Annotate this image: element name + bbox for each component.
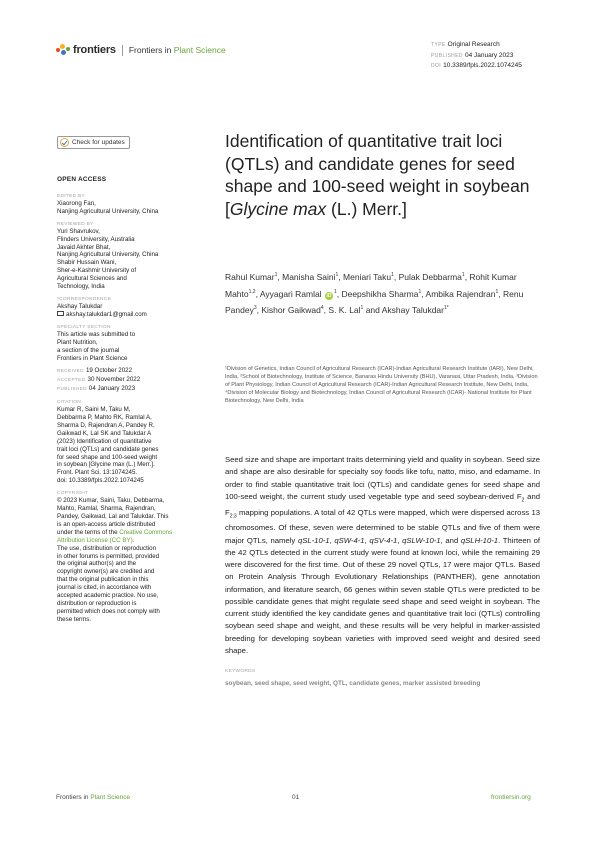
correspondence-email[interactable]: akshay.talukdar1@gmail.com <box>66 310 147 318</box>
author-affil: 1 <box>335 272 339 278</box>
copyright-line: Mahto, Ramlal, Sharma, Rajendran, <box>57 505 156 513</box>
accepted-label: ACCEPTED <box>57 378 86 384</box>
reviewed-by-line: Javaid Akhter Bhat, <box>57 243 111 251</box>
copyright-line: Pandey, Gaikwad, Lal and Talukdar. This <box>57 513 169 520</box>
logo-divider <box>122 45 123 56</box>
specialty-block <box>57 324 183 363</box>
reviewed-by-line: Shabir Hussain Wani, <box>57 259 117 267</box>
abstract-subscript: 2:3 <box>229 513 237 520</box>
published-value: 04 January 2023 <box>88 385 136 393</box>
author-name[interactable]: Rahul Kumar <box>225 271 275 282</box>
author-affil: 3 <box>253 305 257 312</box>
copyright-line: that the original publication in this <box>57 576 149 584</box>
copyright-line: these terms. <box>57 615 92 623</box>
keywords: soybean, seed shape, seed weight, QTL, candidate genes, marker assisted breeding <box>225 680 481 687</box>
article-meta <box>431 40 522 72</box>
frontiers-logo-icon <box>56 44 70 56</box>
orcid-icon[interactable]: iD <box>326 293 332 300</box>
journal-section: Plant Science <box>173 45 226 55</box>
journal-name <box>129 45 226 55</box>
accepted-value: 30 November 2022 <box>87 376 141 384</box>
author-affil: 4 <box>320 305 324 312</box>
meta-type-row <box>431 40 522 51</box>
citation-line: Kumar R, Saini M, Taku M, <box>57 406 131 414</box>
author-name[interactable]: Akshay Talukdar <box>381 305 444 316</box>
copyright-line: the original author(s) and the <box>57 560 137 568</box>
check-for-updates-button[interactable] <box>57 136 130 149</box>
citation-line: in soybean [Glycine max (L.) Merr.]. <box>57 461 155 469</box>
specialty-line: This article was submitted to <box>57 330 136 338</box>
specialty-line: Plant Nutrition, <box>57 338 98 346</box>
author-name[interactable]: Kishor Gaikwad <box>261 305 321 316</box>
author-affil: 1 <box>333 288 337 295</box>
author-name[interactable]: Manisha Saini <box>282 271 336 282</box>
copyright-block <box>57 490 183 624</box>
correspondence-label: *CORRESPONDENCE <box>57 296 112 302</box>
copyright-line: is an open-access article distributed <box>57 520 156 528</box>
author-name[interactable]: Ayyagari Ramlal <box>259 288 322 299</box>
author-affil: 1 <box>391 272 394 278</box>
meta-published-row <box>431 51 522 62</box>
citation-block <box>57 399 183 485</box>
edited-by-block <box>57 193 183 216</box>
meta-type-label: TYPE <box>431 42 446 48</box>
author-name[interactable]: Pulak Debbarma <box>398 271 462 282</box>
citation-line: doi: 10.3389/fpls.2022.1074245 <box>57 477 144 485</box>
author-list: Rahul Kumar$^1$, Manisha Saini$^1$, Meniari Taku$^1$, Pulak Debbarma$^1$, Rohit Kumar Mahto$^{1,2}$, Ayyagari Ramlal $iD^1$, Deepshikha Sharma$^1$, Ambika Rajendran$^1$, Renu Pandey$^3$, Kishor Gaikwad$^4$, S. K. Lal$^1$ and Akshay Talukdar$^{1*}$ <box>225 271 524 316</box>
received-label: RECEIVED <box>57 369 84 375</box>
author-affil: 1* <box>443 305 449 312</box>
meta-published-value: 04 January 2023 <box>464 51 514 59</box>
published-row <box>57 385 183 394</box>
affiliations: ¹Division of Genetics, Indian Council of Agricultural Research (ICAR)-Indian Agricultural Research Institute (IARI), New Delhi, India, ²School of Biotechnology, Institute of Science, Banaras Hindu University (BHU), Varanasi, Uttar Pradesh, India, ³Division of Plant Physiology, Indian Council of Agricultural Research (ICAR)-Indian Agricultural Research Institute, New Delhi, India, ⁴Division of Molecular Biology and Biotechnology, Indian Council of Agricultural Research (ICAR)- National Institute for Plant Biotechnology, New Delhi, India <box>225 366 538 404</box>
copyright-line: © 2023 Kumar, Saini, Taku, Debbarma, <box>57 497 165 505</box>
footer-journal-name: Plant Science <box>90 794 131 801</box>
qtl-name: qSLH-10-1 <box>460 535 499 545</box>
author-name[interactable]: Rohit Kumar Mahto <box>225 271 517 299</box>
meta-doi-row <box>431 61 522 72</box>
copyright-line <box>57 529 183 545</box>
reviewed-by-line: Nanjing Agricultural University, China <box>57 251 159 259</box>
author-affil: 1 <box>461 272 465 278</box>
author-name[interactable]: S. K. Lal <box>328 305 361 316</box>
abstract-text: and F <box>225 491 540 517</box>
author-affil: 1,2 <box>248 288 256 295</box>
footer-journal <box>56 794 130 801</box>
citation-line: Sharma D, Rajendran A, Pandey R, <box>57 421 155 429</box>
author-affil: 1 <box>360 305 364 312</box>
author-name[interactable]: Renu Pandey <box>225 288 524 316</box>
author-affil: 1 <box>495 288 499 295</box>
meta-doi-value[interactable]: 10.3389/fpls.2022.1074245 <box>443 62 522 69</box>
citation-line: (2023) Identification of quantitative <box>57 437 152 445</box>
author-name[interactable]: Ambika Rajendran <box>425 288 496 299</box>
specialty-label: SPECIALTY SECTION <box>57 324 111 330</box>
license-link[interactable]: Creative Commons Attribution License (CC BY). <box>57 528 173 544</box>
reviewed-by-line: Sher-e-Kashmir University of <box>57 267 137 275</box>
abstract-text: , <box>329 535 335 545</box>
reviewed-by-line: Flinders University, Australia <box>57 235 135 243</box>
citation-line: Gaikwad K, Lal SK and Talukdar A <box>57 429 152 437</box>
footer-journal-prefix: Frontiers in <box>56 794 91 801</box>
frontiers-logo[interactable] <box>56 43 226 57</box>
open-access-label: OPEN ACCESS <box>57 176 107 183</box>
qtl-name: qSLW-10-1 <box>402 535 441 545</box>
edited-by-line: Xiaorong Fan, <box>57 199 96 207</box>
journal-prefix: Frontiers in <box>128 45 174 55</box>
edited-by-line: Nanjing Agricultural University, China <box>57 207 159 215</box>
citation-line: Front. Plant Sci. 13:1074245. <box>57 469 138 477</box>
logo-word: frontiers <box>73 44 116 56</box>
copyright-line: The use, distribution or reproduction <box>57 544 157 552</box>
abstract-text: Seed size and shape are important traits determining yield and quality in soybean. Seed size and shape are also desirable for specialty soy foods like tofu, natto, miso, and edamame. In order to find stable quantitative trait loci (QTLs) and candidate genes for seed shape and 100-seed weight, the current study used vegetable type and seed soybean-derived F <box>225 455 540 501</box>
citation-label: CITATION <box>57 400 82 406</box>
published-label: PUBLISHED <box>57 387 87 393</box>
correspondence-email-row[interactable] <box>57 311 183 319</box>
copyright-label: COPYRIGHT <box>57 491 89 497</box>
abstract <box>225 454 540 657</box>
received-value: 19 October 2022 <box>85 367 133 375</box>
reviewed-by-line: Agricultural Sciences and <box>57 275 127 283</box>
copyright-line: distribution or reproduction is <box>57 599 137 607</box>
meta-doi-label: DOI <box>431 63 442 69</box>
abstract-subscript: 2 <box>521 497 525 504</box>
accepted-row <box>57 376 183 385</box>
sidebar <box>57 136 183 629</box>
correspondence-block <box>57 296 183 319</box>
qtl-name: qSV-4-1 <box>369 535 398 545</box>
author-name[interactable]: Deepshikha Sharma <box>341 288 419 299</box>
meta-type-value: Original Research <box>447 41 500 48</box>
specialty-line: Frontiers in Plant Science <box>57 354 128 362</box>
author-name[interactable]: Meniari Taku <box>343 271 392 282</box>
footer-site-link[interactable]: frontiersin.org <box>491 794 531 801</box>
reviewed-by-line: Technology, India <box>57 283 105 291</box>
qtl-name: qSW-4-1 <box>334 535 365 545</box>
edited-by-label: EDITED BY <box>57 193 86 199</box>
article-title <box>225 130 545 220</box>
copyright-line: in other forums is permitted, provided <box>57 552 160 560</box>
keywords-label: KEYWORDS <box>225 669 256 674</box>
title-text-end: (L.) Merr.] <box>326 198 407 219</box>
copyright-line: journal is cited, in accordance with <box>57 584 152 592</box>
abstract-text: , <box>397 535 403 545</box>
abstract-text: , <box>364 535 370 545</box>
dates-block <box>57 367 183 394</box>
reviewed-by-line: Yuri Shavrukov, <box>57 227 100 235</box>
title-text: Identification of quantitative trait loci (QTLs) and candidate genes for seed shape and 100-seed weight in soybean [ <box>225 131 530 219</box>
abstract-text: . Thirteen of the 42 QTLs detected in the current study were found at known loci, while the remaining 29 were discovered for the first time. Out of these 29 novel QTLs, 17 were major QTLs. Based on Protein Analysis Through Evolutionary Relationships (PANTHER), gene annotation information, and literature search, 66 genes within seven stable QTLs were predicted to be possible candidate genes that might regulate seed shape and seed weight in soybean. The current study identified the key candidate genes and quantitative trait loci (QTLs) controlling soybean seed shape and weight, and these results will be very helpful in marker-assisted breeding for developing soybean varieties with improved seed weight and desired seed shape. <box>225 535 541 655</box>
check-updates-label: Check for updates <box>72 138 125 146</box>
author-affil: 1 <box>274 272 278 278</box>
copyright-line: accepted academic practice. No use, <box>57 592 159 600</box>
copyright-line: copyright owner(s) are credited and <box>57 568 155 576</box>
correspondence-name: Akshay Talukdar <box>57 302 103 310</box>
received-row <box>57 367 183 376</box>
specialty-line: a section of the journal <box>57 346 120 354</box>
title-species: Glycine max <box>229 198 327 219</box>
abstract-text: , and <box>440 535 461 545</box>
copyright-line: permitted which does not comply with <box>57 607 160 615</box>
citation-line: Debbarma P, Mahto RK, Ramlal A, <box>57 414 152 422</box>
citation-line: trait loci (QTLs) and candidate genes <box>57 445 159 453</box>
abstract-text: mapping populations. A total of 42 QTLs were mapped, which were dispersed across 13 chromosomes. Of these, seven were determined to be stable QTLs and five of them were major QTLs, namely <box>225 507 540 545</box>
meta-published-label: PUBLISHED <box>431 52 463 59</box>
author-affil: 1 <box>418 288 422 295</box>
page-number: 01 <box>292 794 300 801</box>
check-updates-icon <box>60 138 69 147</box>
reviewed-by-block <box>57 221 183 291</box>
citation-line: for seed shape and 100-seed weight <box>57 453 158 461</box>
qtl-name: qSL-10-1 <box>297 535 330 545</box>
copyright-text: under the terms of the <box>57 528 120 536</box>
reviewed-by-label: REVIEWED BY <box>57 221 94 227</box>
mail-icon <box>57 311 64 316</box>
